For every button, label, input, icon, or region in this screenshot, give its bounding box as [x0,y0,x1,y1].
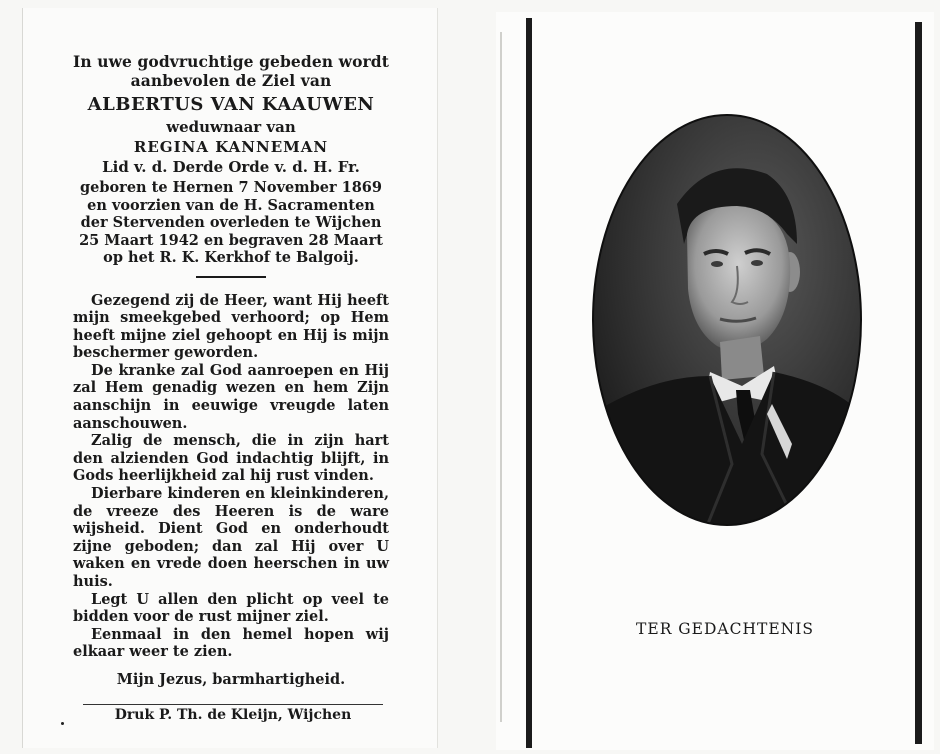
spouse-name: REGINA KANNEMAN [133,138,329,156]
bullet-dot [61,722,64,725]
mourning-border-left [526,18,532,748]
prayer-paragraph: De kranke zal God aanroepen en Hij zal Hem genadig wezen en hem Zijn aanschijn in eeuwige vreugde laten aanschouwen. [73,361,389,432]
prayer-text [73,292,389,661]
prayer-paragraph: Gezegend zij de Heer, want Hij heeft mijn smeekgebed verhoord; op Hem heeft mijne ziel gehoopt en Hij is mijn beschermer geworden. [73,291,389,362]
portrait-photo [592,114,862,526]
prayer-paragraph: Eenmaal in den hemel hopen wij elkaar weer te zien. [73,625,389,661]
prayer-paragraph: Legt U allen den plicht op veel te bidden voor de rust mijner ziel. [73,590,389,626]
bio-line: 25 Maart 1942 en begraven 28 Maart [79,231,383,249]
memorial-text [23,52,437,688]
printer-credit: Druk P. Th. de Kleijn, Wijchen [114,707,352,723]
prayer-paragraph: Zalig de mensch, die in zijn hart den alzienden God indachtig blijft, in Gods heerlijkheid zal hij rust vinden. [73,432,389,485]
relation-line: weduwnaar van [166,118,296,136]
printer-divider [83,704,383,705]
intro-line-2: aanbevolen de Ziel van [130,71,332,90]
bio-line: der Stervenden overleden te Wijchen [80,214,382,231]
bio-line: en voorzien van de H. Sacramenten [87,196,375,214]
biography [73,179,389,267]
bio-line: op het R. K. Kerkhof te Balgoij. [103,249,359,266]
closing-invocation: Mijn Jezus, barmhartigheid. [116,670,346,688]
divider [196,276,266,278]
memorial-photo-card [496,12,934,750]
card-edge [500,32,502,722]
memorial-text-card [22,8,438,748]
bio-line: geboren te Hernen 7 November 1869 [80,179,382,196]
order-membership: Lid v. d. Derde Orde v. d. H. Fr. [102,158,360,176]
deceased-name: ALBERTUS VAN KAAUWEN [87,94,375,115]
prayer-paragraph: Dierbare kinderen en kleinkinderen, de vreeze des Heeren is de ware wijsheid. Dient God en onderhoudt zijne geboden; dan zal Hij over U waken en vrede doen heerschen in uw huis. [73,485,389,590]
caption-ter-gedachtenis: TER GEDACHTENIS [636,620,814,638]
intro-line-1: In uwe godvruchtige gebeden wordt [73,52,390,71]
mourning-border-right [915,22,922,744]
